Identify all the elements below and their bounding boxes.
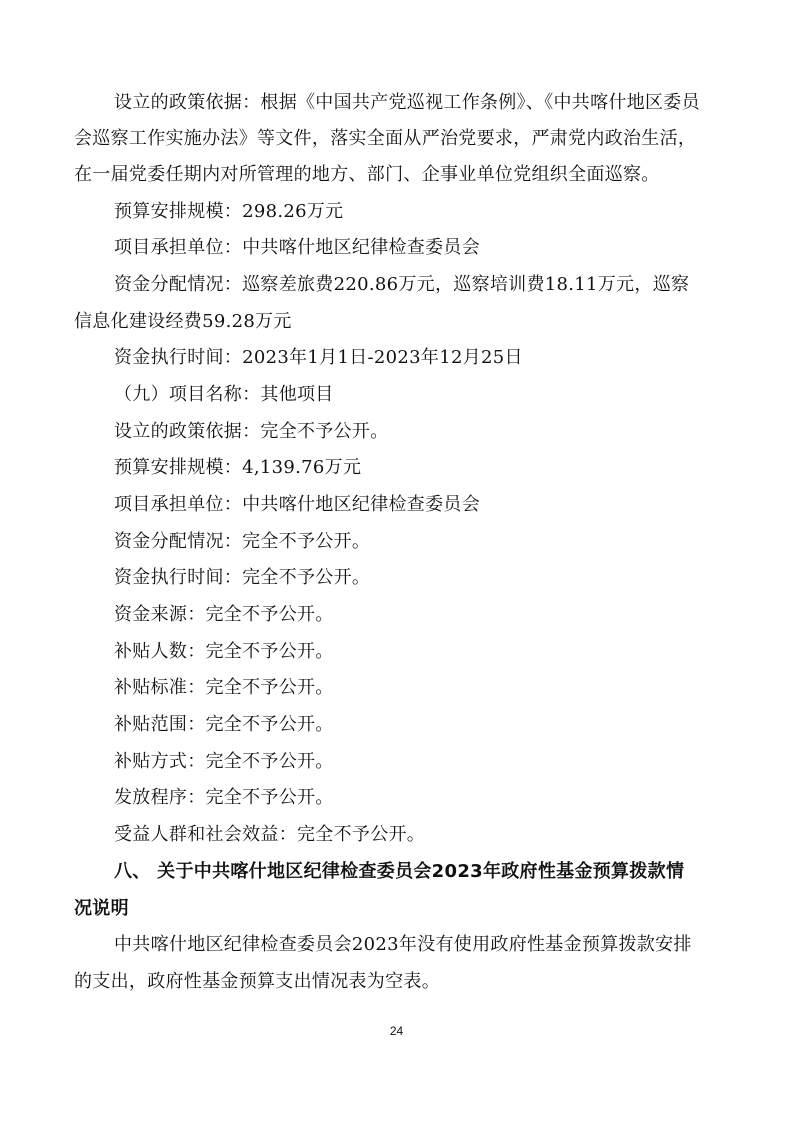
execution-time-text: 资金执行时间：2023年1月1日-2023年12月25日 bbox=[114, 347, 523, 368]
page-number: 24 bbox=[389, 1024, 404, 1038]
section-8-heading-line-1: 八、 关于中共喀什地区纪律检查委员会2023年政府性基金预算拨款情 bbox=[114, 861, 685, 882]
project-9-name: （九）项目名称：其他项目 bbox=[114, 384, 334, 405]
project-9-subsidy-method: 补贴方式：完全不予公开。 bbox=[114, 751, 334, 772]
project-9-policy-basis: 设立的政策依据：完全不予公开。 bbox=[114, 421, 389, 442]
project-9-fund-allocation: 资金分配情况：完全不予公开。 bbox=[114, 531, 371, 552]
project-9-subsidy-count: 补贴人数：完全不予公开。 bbox=[114, 641, 334, 662]
fund-allocation-line-2: 信息化建设经费59.28万元 bbox=[74, 311, 292, 332]
policy-basis-line-1: 设立的政策依据：根据《中国共产党巡视工作条例》、《中共喀什地区委员 bbox=[114, 92, 700, 113]
policy-basis-line-2: 会巡察工作实施办法》等文件，落实全面从严治党要求，严肃党内政治生活， bbox=[74, 128, 697, 149]
section-8-body-line-1: 中共喀什地区纪律检查委员会2023年没有使用政府性基金预算拨款安排 bbox=[114, 934, 692, 955]
project-9-undertaking-unit: 项目承担单位：中共喀什地区纪律检查委员会 bbox=[114, 494, 480, 515]
project-9-subsidy-standard: 补贴标准：完全不予公开。 bbox=[114, 677, 334, 698]
project-9-execution-time: 资金执行时间：完全不予公开。 bbox=[114, 567, 371, 588]
section-8-heading-line-2: 况说明 bbox=[74, 898, 129, 919]
budget-scale-text: 预算安排规模：298.26万元 bbox=[114, 201, 344, 222]
project-9-distribution-procedure: 发放程序：完全不予公开。 bbox=[114, 787, 334, 808]
project-9-subsidy-scope: 补贴范围：完全不予公开。 bbox=[114, 714, 334, 735]
project-9-fund-source: 资金来源：完全不予公开。 bbox=[114, 604, 334, 625]
fund-allocation-line-1: 资金分配情况：巡察差旅费220.86万元，巡察培训费18.11万元，巡察 bbox=[114, 274, 690, 295]
section-8-body-line-2: 的支出，政府性基金预算支出情况表为空表。 bbox=[74, 971, 440, 992]
policy-basis-line-3: 在一届党委任期内对所管理的地方、部门、企事业单位党组织全面巡察。 bbox=[74, 164, 660, 185]
project-9-beneficiaries: 受益人群和社会效益：完全不予公开。 bbox=[114, 824, 426, 845]
project-9-budget-scale: 预算安排规模：4,139.76万元 bbox=[114, 457, 362, 478]
undertaking-unit-text: 项目承担单位：中共喀什地区纪律检查委员会 bbox=[114, 237, 480, 258]
